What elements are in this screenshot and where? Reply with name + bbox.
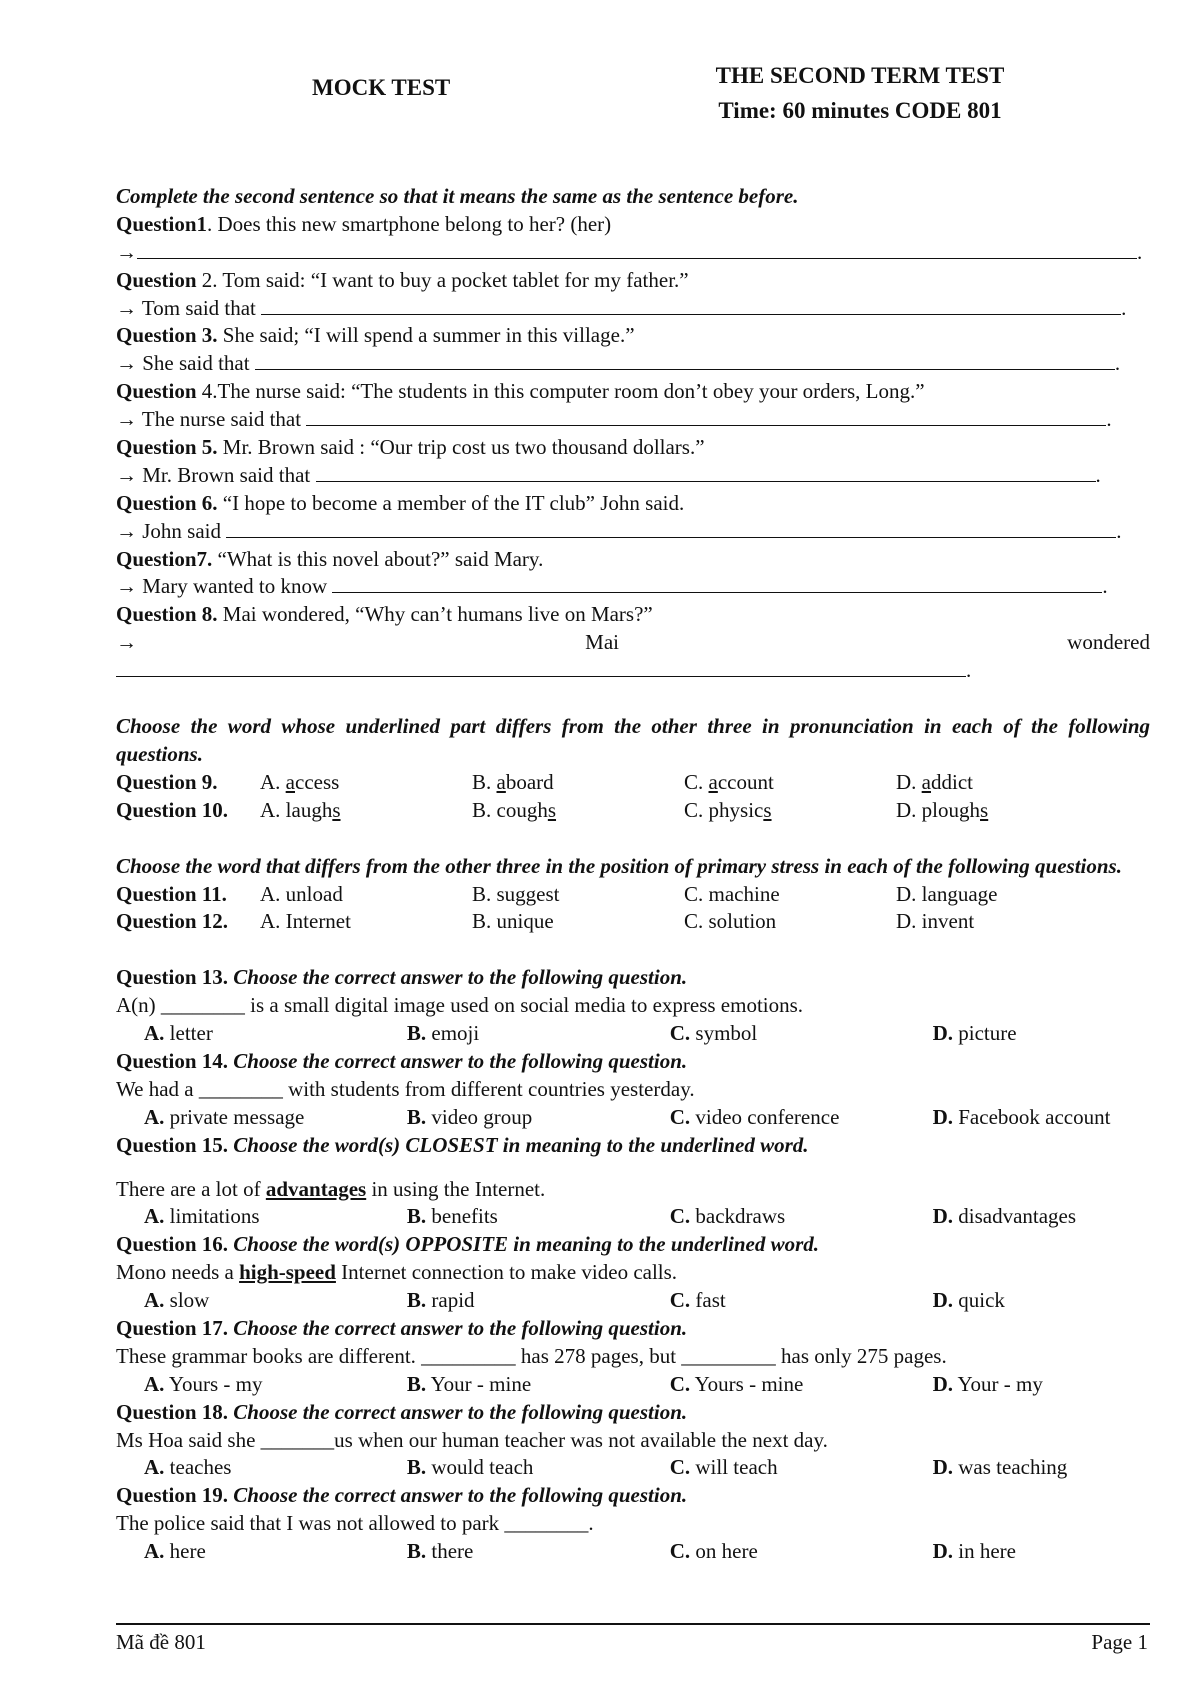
arrow-icon: →: [116, 407, 137, 432]
question-13: Question 13. Choose the correct answer to the following question.: [116, 965, 688, 990]
option-c[interactable]: C. on here: [669, 1539, 758, 1564]
section3-instruction: Choose the word that differs from the other three in the position of primary stress in each of the following questions.: [116, 853, 1122, 878]
question-2: Question 2. Tom said: “I want to buy a pocket tablet for my father.”: [116, 267, 689, 292]
question-1: Question1. Does this new smartphone belong to her? (her): [116, 211, 612, 236]
term-test-title: THE SECOND TERM TEST: [715, 63, 1005, 88]
answer-line-8-cont[interactable]: .: [116, 657, 1150, 685]
answer-line-3[interactable]: → She said that .: [116, 351, 1121, 376]
question-7: Question7. “What is this novel about?” said Mary.: [116, 546, 544, 571]
question-15-stem: There are a lot of advantages in using the Internet.: [116, 1176, 546, 1201]
answer-line-6[interactable]: → John said .: [116, 518, 1122, 543]
option-a[interactable]: A. here: [144, 1539, 206, 1564]
answer-line-8[interactable]: [116, 629, 1150, 657]
option-b[interactable]: B. unique: [472, 909, 554, 934]
question-3: Question 3. She said; “I will spend a summer in this village.”: [116, 323, 635, 348]
option-b[interactable]: B. there: [406, 1539, 474, 1564]
page-number: Page 1: [1091, 1630, 1148, 1654]
answer-line-4[interactable]: → The nurse said that .: [116, 407, 1112, 432]
question-19-stem: The police said that I was not allowed to park ________.: [116, 1511, 594, 1536]
option-b[interactable]: B. benefits: [406, 1204, 498, 1229]
q8-mai: Mai: [585, 630, 619, 655]
mock-test-title: MOCK TEST: [312, 75, 451, 100]
option-c[interactable]: C. physics: [684, 797, 772, 822]
question-13-stem: A(n) ________ is a small digital image used on social media to express emotions.: [116, 993, 804, 1018]
answer-line-7[interactable]: → Mary wanted to know .: [116, 574, 1108, 599]
arrow-icon: →: [116, 462, 137, 487]
option-c[interactable]: C. solution: [684, 909, 777, 934]
question-13-options: [116, 1020, 1150, 1048]
option-b[interactable]: B. rapid: [406, 1288, 475, 1313]
option-d[interactable]: D. quick: [932, 1288, 1005, 1313]
footer-divider: [116, 1623, 1150, 1625]
option-d[interactable]: D. ploughs: [896, 797, 989, 822]
question-18-stem: Ms Hoa said she _______us when our human teacher was not available the next day.: [116, 1427, 828, 1452]
option-b[interactable]: B. Your - mine: [406, 1371, 532, 1396]
option-c[interactable]: C. account: [684, 769, 774, 794]
question-12: Question 12. A. Internet B. unique C. solution D. invent: [116, 908, 1150, 936]
exam-content: [116, 183, 1150, 1566]
q8-wondered: wondered: [1067, 630, 1150, 655]
option-a[interactable]: A. Internet: [260, 909, 351, 934]
option-c[interactable]: C. symbol: [669, 1021, 758, 1046]
option-a[interactable]: A. Yours - my: [144, 1371, 263, 1396]
question-14: Question 14. Choose the correct answer to the following question.: [116, 1048, 688, 1073]
option-d[interactable]: D. was teaching: [932, 1455, 1068, 1480]
question-14-stem: We had a ________ with students from different countries yesterday.: [116, 1076, 695, 1101]
exam-code-footer: Mã đề 801: [116, 1630, 206, 1654]
option-a[interactable]: A. laughs: [260, 797, 341, 822]
question-16-options: [116, 1287, 1150, 1315]
option-c[interactable]: C. machine: [684, 881, 780, 906]
question-14-options: [116, 1104, 1150, 1132]
option-c[interactable]: C. video conference: [669, 1104, 840, 1129]
arrow-icon: →: [116, 574, 137, 599]
option-d[interactable]: D. disadvantages: [932, 1204, 1077, 1229]
question-16-stem: Mono needs a high-speed Internet connection to make video calls.: [116, 1260, 678, 1285]
question-4: Question 4.The nurse said: “The students in this computer room don’t obey your orders, Long.”: [116, 379, 925, 404]
answer-line-2[interactable]: → Tom said that .: [116, 295, 1127, 320]
question-10: Question 10. A. laughs B. coughs C. physics D. ploughs: [116, 797, 1150, 825]
option-c[interactable]: C. will teach: [669, 1455, 778, 1480]
time-code-line: Time: 60 minutes CODE 801: [718, 98, 1002, 123]
section2-instruction: Choose the word whose underlined part differs from the other three in pronunciation in each of the following questions.: [116, 714, 1150, 766]
option-d[interactable]: D. addict: [896, 769, 973, 794]
option-c[interactable]: C. Yours - mine: [669, 1371, 804, 1396]
question-9: Question 9. A. access B. aboard C. account D. addict: [116, 769, 1150, 797]
question-16: Question 16. Choose the word(s) OPPOSITE in meaning to the underlined word.: [116, 1232, 820, 1257]
option-b[interactable]: B. emoji: [406, 1021, 480, 1046]
arrow-icon: →: [116, 295, 137, 320]
question-5: Question 5. Mr. Brown said : “Our trip cost us two thousand dollars.”: [116, 435, 705, 460]
option-d[interactable]: D. Facebook account: [932, 1104, 1111, 1129]
option-b[interactable]: B. suggest: [472, 881, 560, 906]
option-b[interactable]: B. video group: [406, 1104, 533, 1129]
option-c[interactable]: C. fast: [669, 1288, 726, 1313]
option-d[interactable]: D. invent: [896, 909, 975, 934]
option-a[interactable]: A. unload: [260, 881, 343, 906]
option-b[interactable]: B. coughs: [472, 797, 557, 822]
option-a[interactable]: A. private message: [144, 1104, 305, 1129]
question-8: Question 8. Mai wondered, “Why can’t humans live on Mars?”: [116, 602, 653, 627]
question-18: Question 18. Choose the correct answer to the following question.: [116, 1399, 688, 1424]
term-test-header: [690, 58, 1030, 128]
question-6: Question 6. “I hope to become a member of the IT club” John said.: [116, 490, 685, 515]
question-19: Question 19. Choose the correct answer to the following question.: [116, 1483, 688, 1508]
option-a[interactable]: A. teaches: [144, 1455, 232, 1480]
arrow-icon: →: [116, 239, 137, 264]
option-d[interactable]: D. in here: [932, 1539, 1016, 1564]
option-d[interactable]: D. language: [896, 881, 998, 906]
option-a[interactable]: A. access: [260, 769, 340, 794]
option-a[interactable]: A. letter: [144, 1021, 213, 1046]
question-19-options: [116, 1538, 1150, 1566]
arrow-icon: →: [116, 351, 137, 376]
option-d[interactable]: D. picture: [932, 1021, 1017, 1046]
question-17: Question 17. Choose the correct answer to the following question.: [116, 1316, 688, 1340]
question-17-options: [116, 1371, 1150, 1399]
option-b[interactable]: B. would teach: [406, 1455, 534, 1480]
question-15: Question 15. Choose the word(s) CLOSEST in meaning to the underlined word.: [116, 1132, 809, 1157]
arrow-icon: →: [116, 518, 137, 543]
arrow-icon: →: [116, 630, 137, 655]
question-18-options: [116, 1454, 1150, 1482]
option-c[interactable]: C. backdraws: [669, 1204, 786, 1229]
question-15-options: [116, 1203, 1150, 1231]
option-a[interactable]: A. limitations: [144, 1204, 260, 1229]
answer-line-1[interactable]: → .: [116, 239, 1143, 264]
option-b[interactable]: B. aboard: [472, 769, 554, 794]
option-a[interactable]: A. slow: [144, 1288, 210, 1313]
option-d[interactable]: D. Your - my: [932, 1371, 1043, 1396]
question-11: Question 11. A. unload B. suggest C. machine D. language: [116, 881, 1150, 909]
section1-instruction: Complete the second sentence so that it means the same as the sentence before.: [116, 184, 799, 208]
question-17-stem: These grammar books are different. _________ has 278 pages, but _________ has only 275 pages.: [116, 1343, 947, 1368]
answer-line-5[interactable]: → Mr. Brown said that .: [116, 462, 1101, 487]
